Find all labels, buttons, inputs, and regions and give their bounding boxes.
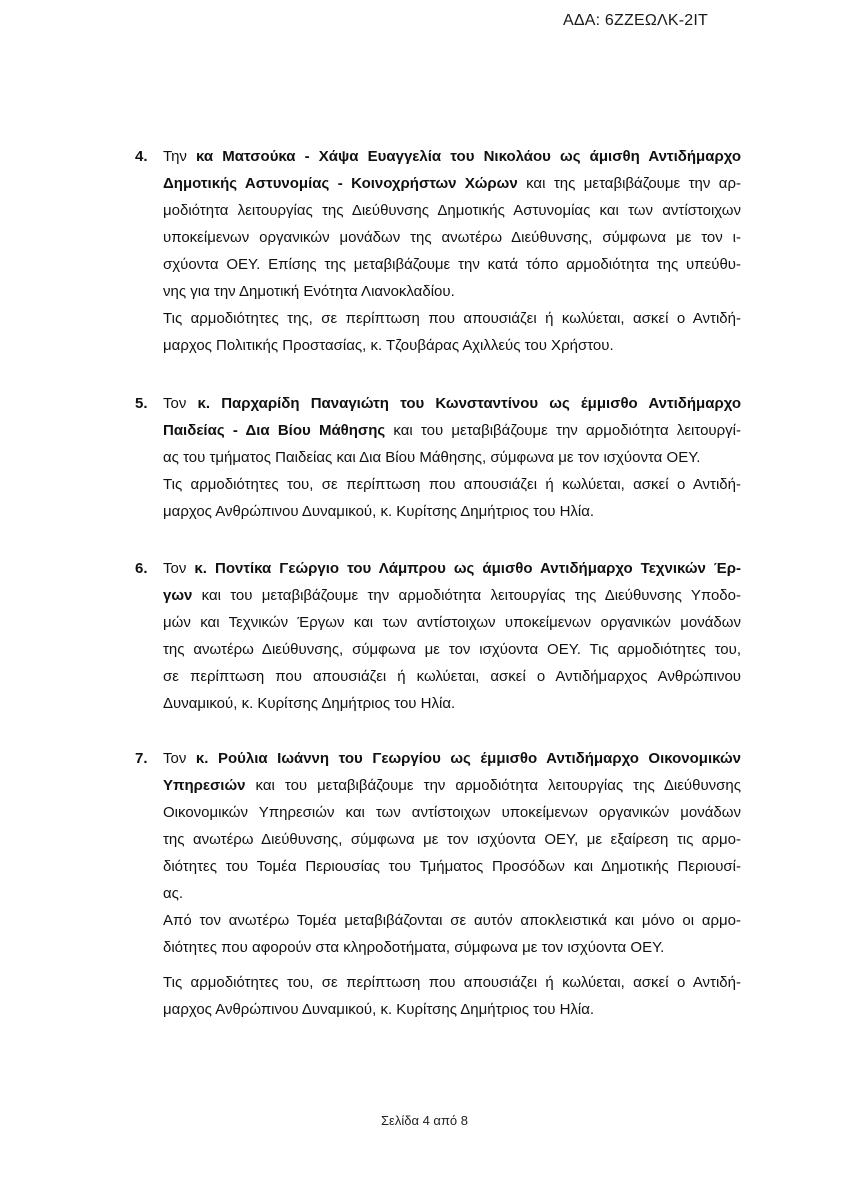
text-line: της ανωτέρω Διεύθυνσης, σύμφωνα με τον ισχύοντα ΟΕΥ, με εξαίρεση τις αρμο- xyxy=(163,831,741,848)
page-number: Σελίδα 4 από 8 xyxy=(381,1113,468,1128)
text-line: μοδιότητα λειτουργίας της Διεύθυνσης Δημοτικής Αστυνομίας και των αντίστοιχων xyxy=(163,202,741,219)
text-line: Από τον ανωτέρω Τομέα μεταβιβάζονται σε αυτόν αποκλειστικά και μόνο οι αρμο- xyxy=(163,912,741,929)
list-item xyxy=(135,555,741,717)
text-line: γων και του μεταβιβάζουμε την αρμοδιότητα λειτουργίας της Διεύθυνσης Υποδο- xyxy=(163,587,741,604)
text-line: Τις αρμοδιότητες του, σε περίπτωση που απουσιάζει ή κωλύεται, ασκεί ο Αντιδή- xyxy=(163,974,741,991)
item-text xyxy=(163,143,741,359)
text-line: ας. xyxy=(163,885,184,902)
text-line: σχύοντα ΟΕΥ. Επίσης της μεταβιβάζουμε την κατά τόπο αρμοδιότητα της υπεύθυ- xyxy=(163,256,741,273)
text-line: υποκείμενων οργανικών μονάδων της ανωτέρω Διεύθυνσης, σύμφωνα με τον ι- xyxy=(163,229,741,246)
text-line: μαρχος Ανθρώπινου Δυναμικού, κ. Κυρίτσης Δημήτριος του Ηλία. xyxy=(163,1001,595,1018)
text-line: ας του τμήματος Παιδείας και Δια Βίου Μάθησης, σύμφωνα με τον ισχύοντα ΟΕΥ. xyxy=(163,449,701,466)
text-line: Παιδείας - Δια Βίου Μάθησης και του μεταβιβάζουμε την αρμοδιότητα λειτουργί- xyxy=(163,422,742,439)
item-number: 7. xyxy=(135,750,148,767)
bold-text: Υπηρεσιών xyxy=(163,777,246,794)
text-line: μαρχος Πολιτικής Προστασίας, κ. Τζουβάρας Αχιλλεύς του Χρήστου. xyxy=(163,337,614,354)
text-line: Δημοτικής Αστυνομίας - Κοινοχρήστων Χώρων και της μεταβιβάζουμε την αρ- xyxy=(163,175,741,192)
bold-text: Παιδείας - Δια Βίου Μάθησης xyxy=(163,422,386,439)
item-text xyxy=(163,555,741,717)
bold-text: γων xyxy=(163,587,193,604)
text-line: Δυναμικού, κ. Κυρίτσης Δημήτριος του Ηλία. xyxy=(163,695,456,712)
item-text xyxy=(163,390,741,525)
text-line: Τις αρμοδιότητες της, σε περίπτωση που απουσιάζει ή κωλύεται, ασκεί ο Αντιδή- xyxy=(163,310,741,327)
text-line: μαρχος Ανθρώπινου Δυναμικού, κ. Κυρίτσης Δημήτριος του Ηλία. xyxy=(163,503,595,520)
text-line: Τον κ. Ποντίκα Γεώργιο του Λάμπρου ως άμισθο Αντιδήμαρχο Τεχνικών Έρ- xyxy=(163,560,741,577)
text-line: σε περίπτωση που απουσιάζει ή κωλύεται, ασκεί ο Αντιδήμαρχος Ανθρώπινου xyxy=(163,668,741,685)
bold-text: κ. Ποντίκα Γεώργιο του Λάμπρου ως άμισθο Αντιδήμαρχο Τεχνικών Έρ- xyxy=(194,560,741,577)
text-line: Υπηρεσιών και του μεταβιβάζουμε την αρμοδιότητα λειτουργίας της Διεύθυνσης xyxy=(163,777,741,794)
text-line: Τον κ. Παρχαρίδη Παναγιώτη του Κωνσταντίνου ως έμμισθο Αντιδήμαρχο xyxy=(163,395,741,412)
text-line: μών και Τεχνικών Έργων και των αντίστοιχων υποκείμενων οργανικών μονάδων xyxy=(163,614,741,631)
item-number: 4. xyxy=(135,148,148,165)
text-line xyxy=(163,961,741,969)
item-text xyxy=(163,745,741,1023)
text-line: Την κα Ματσούκα - Χάψα Ευαγγελία του Νικολάου ως άμισθη Αντιδήμαρχο xyxy=(163,148,741,165)
bold-text: κ. Ρούλια Ιωάννη του Γεωργίου ως έμμισθο Αντιδήμαρχο Οικονομικών xyxy=(195,750,741,767)
item-number: 5. xyxy=(135,395,148,412)
text-line: διότητες που αφορούν στα κληροδοτήματα, σύμφωνα με τον ισχύοντα ΟΕΥ. xyxy=(163,939,665,956)
item-number: 6. xyxy=(135,560,148,577)
list-item xyxy=(135,143,741,359)
bold-text: κ. Παρχαρίδη Παναγιώτη του Κωνσταντίνου ως έμμισθο Αντιδήμαρχο xyxy=(197,395,741,412)
text-line: Τον κ. Ρούλια Ιωάννη του Γεωργίου ως έμμισθο Αντιδήμαρχο Οικονομικών xyxy=(163,750,741,767)
list-item xyxy=(135,745,741,1023)
text-line: Οικονομικών Υπηρεσιών και των αντίστοιχων υποκείμενων οργανικών μονάδων xyxy=(163,804,741,821)
bold-text: κα Ματσούκα - Χάψα Ευαγγελία του Νικολάου ως άμισθη Αντιδήμαρχο xyxy=(196,148,741,165)
list-item xyxy=(135,390,741,525)
bold-text: Δημοτικής Αστυνομίας - Κοινοχρήστων Χώρων xyxy=(163,175,518,192)
text-line: Τις αρμοδιότητες του, σε περίπτωση που απουσιάζει ή κωλύεται, ασκεί ο Αντιδή- xyxy=(163,476,741,493)
text-line: διότητες του Τομέα Περιουσίας του Τμήματος Προσόδων και Δημοτικής Περιουσί- xyxy=(163,858,741,875)
text-line: της ανωτέρω Διεύθυνσης, σύμφωνα με τον ισχύοντα ΟΕΥ. Τις αρμοδιότητες του, xyxy=(163,641,741,658)
text-line: νης για την Δημοτική Ενότητα Λιανοκλαδίου. xyxy=(163,283,455,300)
ada-code: ΑΔΑ: 6ΖΖΕΩΛΚ-2ΙΤ xyxy=(563,12,709,29)
